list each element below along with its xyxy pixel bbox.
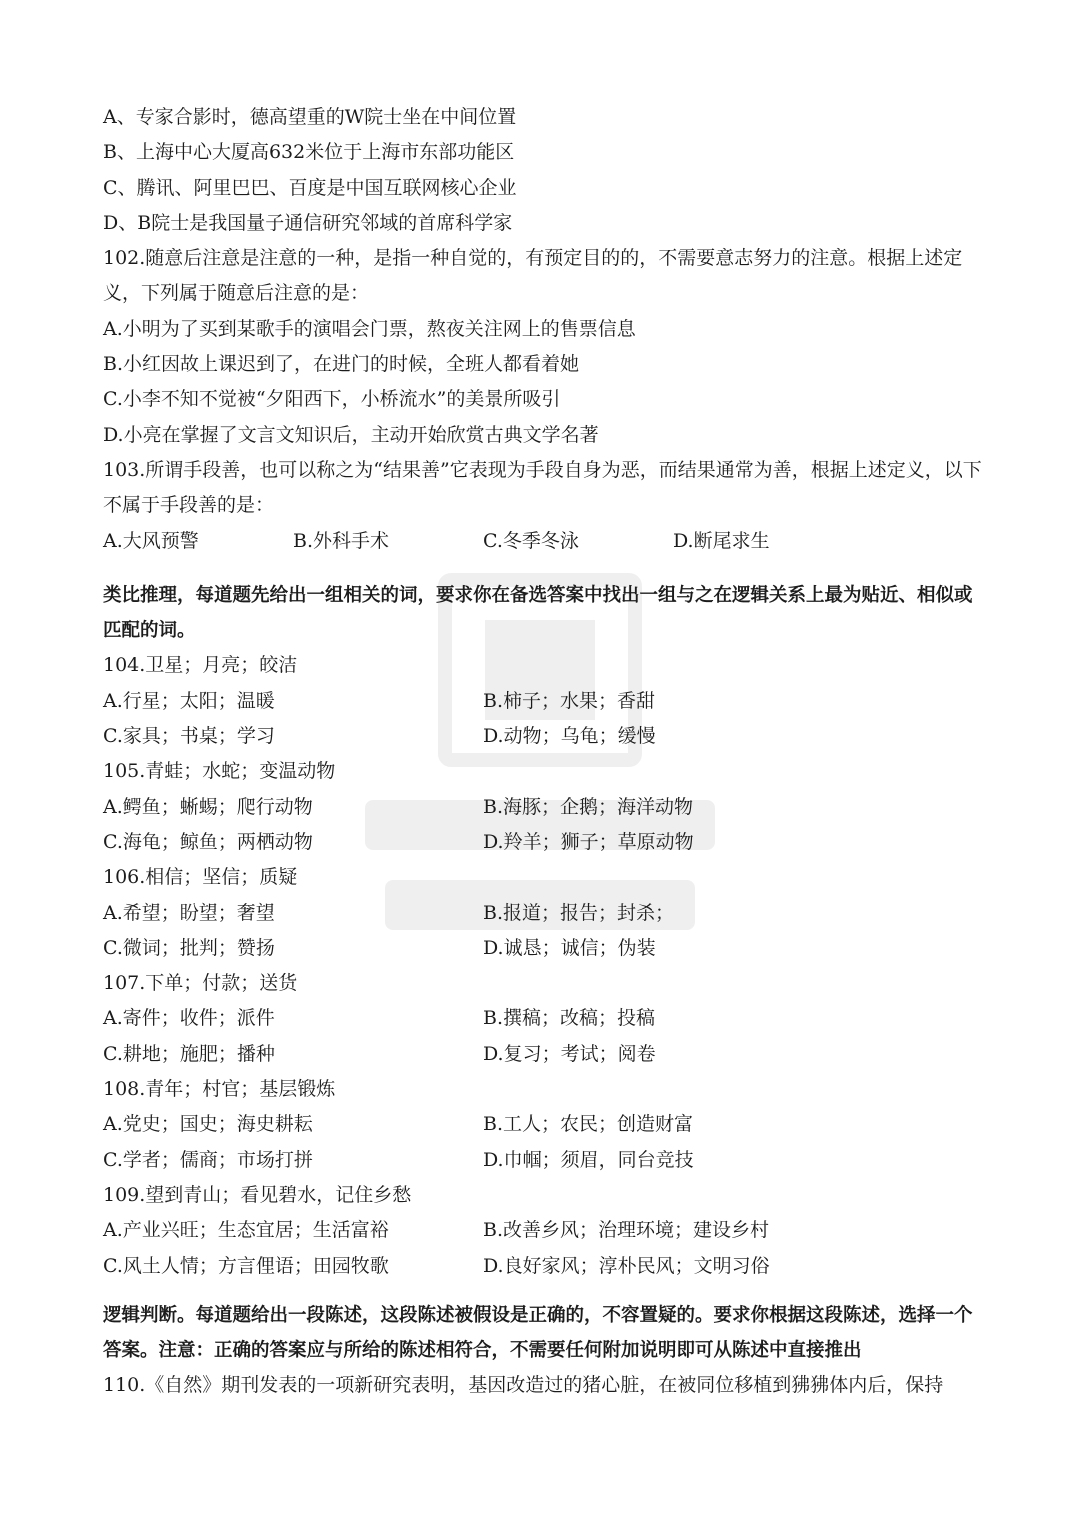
q102-option-d: D.小亮在掌握了文言文知识后，主动开始欣赏古典文学名著	[103, 423, 599, 446]
q104-options-row-1	[103, 684, 983, 719]
q105-stem: 105.青蛙；水蛇；变温动物	[103, 760, 336, 783]
q109-options-row-1	[103, 1213, 983, 1248]
q108-option-d: D.巾帼；须眉，同台竞技	[483, 1148, 694, 1171]
q101-options	[103, 100, 983, 241]
q107-stem: 107.下单；付款；送货	[103, 972, 298, 995]
logic-section-instruction: 逻辑判断。每道题给出一段陈述，这段陈述被假设是正确的，不容置疑的。要求你根据这段陈述，选择一个答案。注意：正确的答案应与所给的陈述相符合，不需要任何附加说明即可从陈述中直接推出	[103, 1304, 973, 1362]
q106-option-d: D.诚恳；诚信；伪装	[483, 936, 656, 959]
q102-stem: 102.随意后注意是注意的一种，是指一种自觉的，有预定目的的，不需要意志努力的注意。根据上述定义，下列属于随意后注意的是：	[103, 247, 963, 305]
question-104	[103, 648, 983, 754]
q104-option-b: B.柿子；水果；香甜	[483, 689, 656, 712]
q102-option-a: A.小明为了买到某歌手的演唱会门票，熬夜关注网上的售票信息	[103, 317, 636, 340]
q103-option-d: D.断尾求生	[673, 529, 770, 552]
q102-option-b: B.小红因故上课迟到了，在进门的时候，全班人都看着她	[103, 353, 580, 376]
q105-option-c: C.海龟；鲸鱼；两栖动物	[103, 830, 313, 853]
q101-option-c: C、腾讯、阿里巴巴、百度是中国互联网核心企业	[103, 176, 517, 199]
q105-option-b: B.海豚；企鹅；海洋动物	[483, 795, 694, 818]
q106-option-b: B.报道；报告；封杀；	[483, 901, 675, 924]
q106-options-row-1	[103, 896, 983, 931]
question-106	[103, 860, 983, 966]
q106-option-a: A.希望；盼望；奢望	[103, 901, 275, 924]
q103-options-row	[103, 524, 983, 559]
q104-options-row-2	[103, 719, 983, 754]
q103-stem: 103.所谓手段善，也可以称之为“结果善”它表现为手段自身为恶，而结果通常为善，根据上述定义，以下不属于手段善的是：	[103, 458, 982, 517]
analogy-section-instruction: 类比推理，每道题先给出一组相关的词，要求你在备选答案中找出一组与之在逻辑关系上最为贴近、相似或匹配的词。	[103, 584, 973, 642]
q108-options-row-1	[103, 1107, 983, 1142]
q106-option-c: C.微词；批判；赞扬	[103, 936, 275, 959]
q109-option-a: A.产业兴旺；生态宜居；生活富裕	[103, 1219, 389, 1242]
q105-options-row-2	[103, 825, 983, 860]
q105-option-d: D.羚羊；狮子；草原动物	[483, 830, 694, 853]
q104-stem: 104.卫星；月亮；皎洁	[103, 654, 298, 677]
q107-option-d: D.复习；考试；阅卷	[483, 1042, 656, 1065]
q107-options-row-1	[103, 1001, 983, 1036]
question-102	[103, 241, 983, 453]
q103-option-a: A.大风预警	[103, 529, 199, 552]
question-109	[103, 1178, 983, 1284]
question-105	[103, 754, 983, 860]
q109-options-row-2	[103, 1249, 983, 1284]
q101-option-a: A、专家合影时，德高望重的W院士坐在中间位置	[103, 106, 517, 128]
q104-option-d: D.动物；乌龟；缓慢	[483, 725, 656, 748]
q105-option-a: A.鳄鱼；蜥蜴；爬行动物	[103, 795, 313, 818]
exam-page	[103, 100, 983, 1404]
q108-options-row-2	[103, 1143, 983, 1178]
q108-option-c: C.学者；儒商；市场打拼	[103, 1148, 313, 1171]
q107-option-a: A.寄件；收件；派件	[103, 1007, 275, 1030]
q101-option-b: B、上海中心大厦高632米位于上海市东部功能区	[103, 141, 515, 164]
q109-option-d: D.良好家风；淳朴民风；文明习俗	[483, 1254, 770, 1277]
q109-stem: 109.望到青山；看见碧水，记住乡愁	[103, 1183, 412, 1206]
q109-option-c: C.风土人情；方言俚语；田园牧歌	[103, 1254, 389, 1277]
q102-option-c: C.小李不知不觉被“夕阳西下，小桥流水”的美景所吸引	[103, 388, 561, 411]
q104-option-c: C.家具；书桌；学习	[103, 725, 275, 748]
q101-option-d: D、B院士是我国量子通信研究邻域的首席科学家	[103, 211, 513, 234]
question-107	[103, 966, 983, 1072]
q107-option-b: B.撰稿；改稿；投稿	[483, 1007, 656, 1030]
q103-option-c: C.冬季冬泳	[483, 529, 579, 552]
q108-option-b: B.工人；农民；创造财富	[483, 1113, 694, 1136]
q106-stem: 106.相信；坚信；质疑	[103, 866, 298, 889]
q110-stem: 110.《自然》期刊发表的一项新研究表明，基因改造过的猪心脏，在被同位移植到狒狒体内后，保持	[103, 1374, 944, 1397]
q108-stem: 108.青年；村官；基层锻炼	[103, 1078, 336, 1101]
q104-option-a: A.行星；太阳；温暖	[103, 689, 275, 712]
q106-options-row-2	[103, 931, 983, 966]
q103-option-b: B.外科手术	[293, 529, 390, 552]
question-108	[103, 1072, 983, 1178]
q108-option-a: A.党史；国史；海史耕耘	[103, 1113, 313, 1136]
q107-option-c: C.耕地；施肥；播种	[103, 1042, 275, 1065]
q107-options-row-2	[103, 1037, 983, 1072]
question-103	[103, 453, 983, 559]
q105-options-row-1	[103, 790, 983, 825]
q109-option-b: B.改善乡风；治理环境；建设乡村	[483, 1219, 770, 1242]
